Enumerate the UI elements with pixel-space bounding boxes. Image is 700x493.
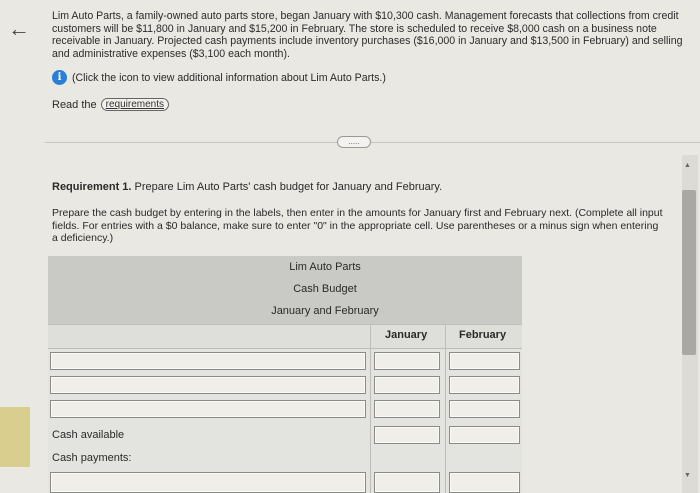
january-input-cash-available[interactable] — [374, 426, 440, 444]
read-prefix: Read the — [52, 98, 97, 111]
february-input-row2[interactable] — [449, 376, 520, 394]
instructions: Prepare the cash budget by entering in the labels, then enter in the amounts for January first and February next. (Complete all input fields. For entries with a $0 balance, make sure to enter "0" in the appropriate cell. Use parentheses or a minus sign when entering a deficiency.) — [52, 207, 663, 244]
label-input-row2[interactable] — [50, 376, 366, 394]
requirements-link[interactable]: requirements — [101, 98, 169, 111]
january-input-row6[interactable] — [374, 472, 440, 493]
january-input-row1[interactable] — [374, 352, 440, 370]
info-line — [52, 70, 386, 85]
column-headers — [48, 324, 522, 349]
scroll-down-icon[interactable]: ▼ — [684, 472, 691, 479]
requirement-title — [52, 181, 442, 193]
column-divider — [370, 324, 371, 493]
label-input-row3[interactable] — [50, 400, 366, 418]
february-input-row6[interactable] — [449, 472, 520, 493]
column-january: January — [385, 329, 428, 341]
february-input-row1[interactable] — [449, 352, 520, 370]
section-divider — [45, 142, 700, 143]
expand-divider-button[interactable]: ..... — [337, 136, 371, 148]
info-icon[interactable]: i — [52, 70, 67, 85]
info-text: (Click the icon to view additional information about Lim Auto Parts.) — [72, 71, 386, 84]
left-side-tab — [0, 407, 30, 467]
row-label-cash-payments: Cash payments: — [52, 452, 132, 464]
statement-name: Cash Budget — [293, 283, 357, 295]
scrollbar-thumb[interactable] — [682, 190, 696, 355]
statement-period: January and February — [271, 305, 379, 317]
february-input-cash-available[interactable] — [449, 426, 520, 444]
january-input-row2[interactable] — [374, 376, 440, 394]
row-label-cash-available: Cash available — [52, 429, 125, 441]
february-input-row3[interactable] — [449, 400, 520, 418]
requirement-number: Requirement 1. — [52, 181, 132, 193]
january-input-row3[interactable] — [374, 400, 440, 418]
label-input-row1[interactable] — [50, 352, 366, 370]
problem-statement: Lim Auto Parts, a family-owned auto parts store, began January with $10,300 cash. Management forecasts that collections from credit customers will be $11,800 in January and $15,200 in February. The store is scheduled to receive $8,000 cash on a business note receivable in January. Projected cash payments include inventory purchases ($16,000 in January and $13,500 in February) and selling and administrative expenses ($3,100 each month). — [52, 10, 683, 60]
scroll-up-icon[interactable]: ▲ — [684, 162, 691, 169]
read-requirements — [52, 98, 169, 111]
column-february: February — [459, 329, 507, 341]
budget-header — [48, 256, 522, 324]
column-divider — [445, 324, 446, 493]
company-name: Lim Auto Parts — [289, 261, 361, 273]
requirement-text: Prepare Lim Auto Parts' cash budget for January and February. — [131, 181, 443, 193]
label-input-row6[interactable] — [50, 472, 366, 493]
back-arrow-icon[interactable]: ← — [8, 16, 30, 41]
